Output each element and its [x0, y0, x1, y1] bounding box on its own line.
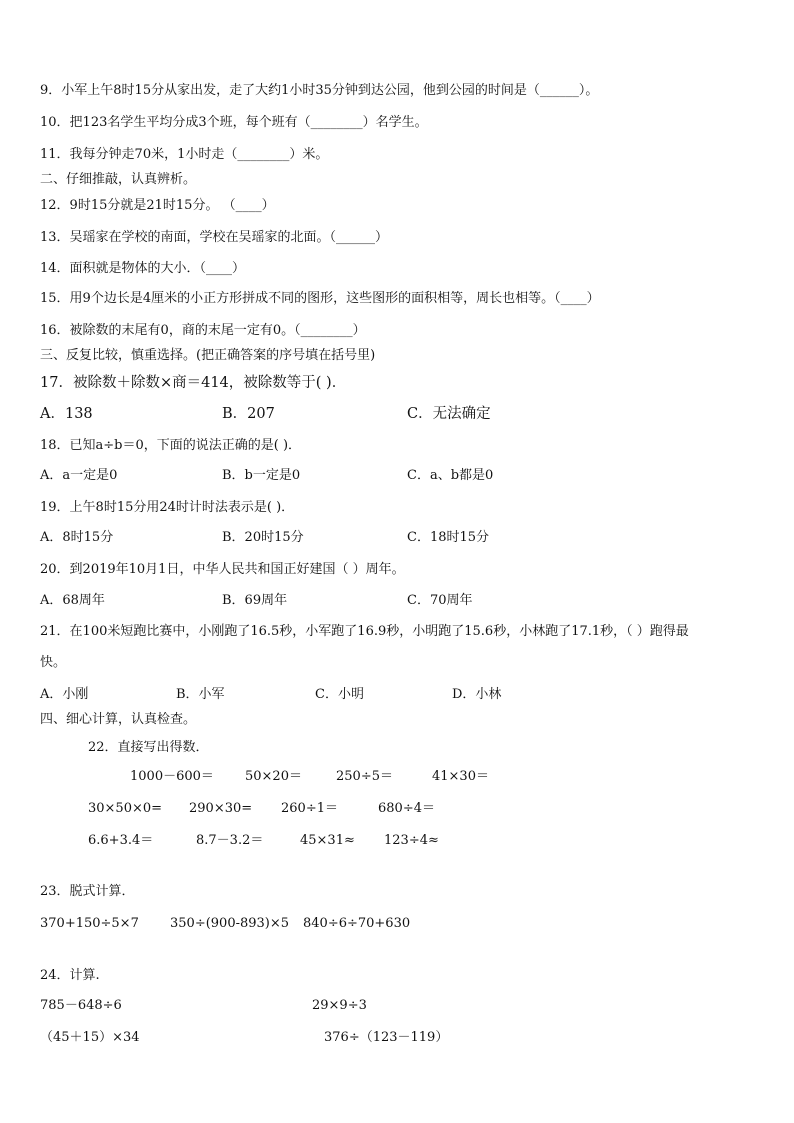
q22-r3-c2: 8.7－3.2＝ — [196, 833, 264, 848]
q23-title: 23．脱式计算． — [40, 884, 135, 899]
q17-option-b: B．207 — [222, 406, 275, 422]
q19-option-b: B．20时15分 — [222, 530, 304, 545]
q24-item-3: （45＋15）×34 — [40, 1030, 140, 1045]
q21-option-c: C．小明 — [315, 687, 364, 702]
q11: 11．我每分钟走70米，1小时走（________）米。 — [40, 147, 329, 162]
q22-title: 22．直接写出得数． — [88, 740, 209, 755]
q18-option-a: A．a一定是0 — [40, 468, 118, 483]
q22-r1-c4: 41×30＝ — [432, 769, 489, 784]
q21-option-a: A．小刚 — [40, 687, 89, 702]
q17-option-a: A．138 — [40, 406, 93, 422]
q21-option-b: B．小军 — [176, 687, 225, 702]
q18-option-c: C．a、b都是0 — [407, 468, 494, 483]
q22-r1-c2: 50×20＝ — [245, 769, 302, 784]
q13: 13．吴瑶家在学校的南面，学校在吴瑶家的北面。（______） — [40, 230, 389, 245]
section-3-title: 三、反复比较，慎重选择。(把正确答案的序号填在括号里) — [40, 348, 376, 363]
q19-option-a: A．8时15分 — [40, 530, 114, 545]
q21-stem-line1: 21．在100米短跑比赛中，小刚跑了16.5秒，小军跑了16.9秒，小明跑了15.6秒，小林跑了17.1秒，（ ）跑得最 — [40, 624, 689, 639]
q19-stem: 19．上午8时15分用24时计时法表示是( )． — [40, 500, 295, 515]
q20-stem: 20．到2019年10月1日，中华人民共和国正好建国（ ）周年。 — [40, 562, 405, 577]
q16: 16．被除数的末尾有0，商的末尾一定有0。（________） — [40, 323, 366, 338]
q24-item-1: 785－648÷6 — [40, 998, 122, 1013]
q21-stem-line2: 快。 — [40, 655, 67, 670]
q22-r2-c3: 260÷1＝ — [281, 801, 338, 816]
q19-option-c: C．18时15分 — [407, 530, 490, 545]
q22-r1-c3: 250÷5＝ — [336, 769, 393, 784]
section-4-title: 四、细心计算，认真检查。 — [40, 712, 197, 727]
q22-r2-c1: 30×50×0= — [88, 801, 163, 816]
q17-option-c: C．无法确定 — [407, 406, 491, 422]
q20-option-a: A．68周年 — [40, 593, 105, 608]
q18-stem: 18．已知a÷b＝0，下面的说法正确的是( )． — [40, 438, 302, 453]
q10: 10．把123名学生平均分成3个班，每个班有（________）名学生。 — [40, 115, 428, 130]
q20-option-b: B．69周年 — [222, 593, 288, 608]
q12: 12．9时15分就是21时15分。 （____） — [40, 198, 275, 213]
q24-title: 24．计算. — [40, 968, 100, 983]
q24-item-4: 376÷（123－119） — [324, 1030, 449, 1045]
q22-r3-c4: 123÷4≈ — [384, 833, 439, 848]
q24-item-2: 29×9÷3 — [312, 998, 367, 1013]
q21-option-d: D．小林 — [452, 687, 502, 702]
q18-option-b: B．b一定是0 — [222, 468, 301, 483]
q22-r3-c1: 6.6+3.4＝ — [88, 833, 154, 848]
q15: 15．用9个边长是4厘米的小正方形拼成不同的图形，这些图形的面积相等，周长也相等。（____） — [40, 291, 600, 306]
q9: 9．小军上午8时15分从家出发，走了大约1小时35分钟到达公园，他到公园的时间是（______）。 — [40, 83, 599, 98]
q20-option-c: C．70周年 — [407, 593, 473, 608]
q22-r2-c4: 680÷4＝ — [378, 801, 435, 816]
q23-item-1: 370+150÷5×7 — [40, 916, 139, 931]
q23-item-3: 840÷6÷70+630 — [303, 916, 411, 931]
q23-item-2: 350÷(900-893)×5 — [170, 916, 290, 931]
q22-r1-c1: 1000－600＝ — [130, 769, 214, 784]
section-2-title: 二、仔细推敲，认真辨析。 — [40, 172, 197, 187]
q17-stem: 17．被除数＋除数×商＝414，被除数等于( )． — [40, 375, 347, 391]
q22-r2-c2: 290×30= — [189, 801, 253, 816]
q22-r3-c3: 45×31≈ — [300, 833, 355, 848]
q14: 14．面积就是物体的大小．（____） — [40, 261, 246, 276]
